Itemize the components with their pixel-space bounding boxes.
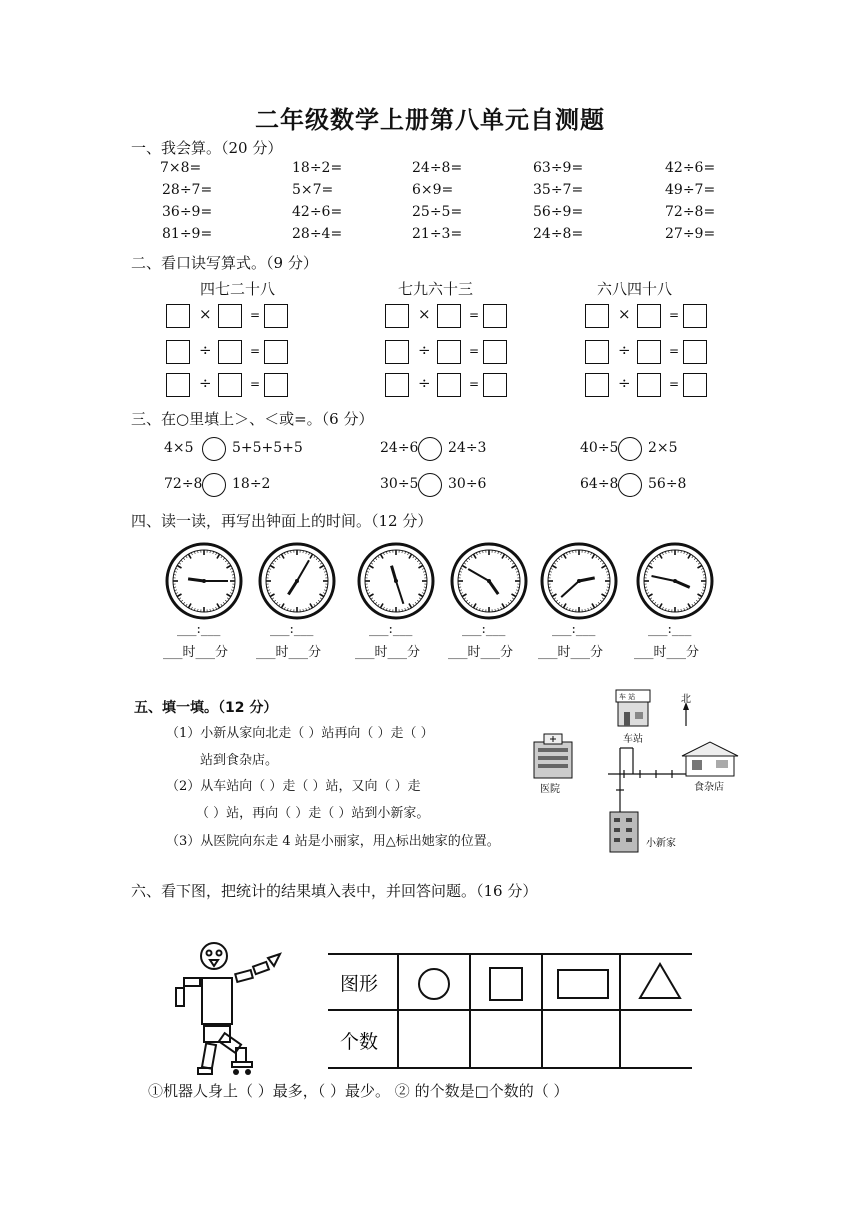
time-answer-blank: ___时___分: [355, 645, 421, 660]
time-answer-blank: ___时___分: [163, 645, 229, 660]
operator: ÷: [418, 374, 431, 392]
answer-box: [264, 340, 288, 364]
s5-line-5: （3）从医院向东走 4 站是小丽家，用△标出她家的位置。: [166, 834, 500, 849]
compare-left: 4×5: [164, 440, 194, 456]
answer-box: [218, 340, 242, 364]
minute-label: 分: [215, 645, 229, 660]
clock-face: [357, 542, 435, 620]
compare-right: 5+5+5+5: [232, 440, 303, 456]
compare-right: 56÷8: [648, 476, 687, 492]
time-answer-blank: ___时___分: [256, 645, 322, 660]
digital-time-blank: ___:___: [369, 622, 413, 637]
calc-item: 72÷8=: [665, 204, 716, 220]
answer-box: [218, 373, 242, 397]
section-2-heading: 二、看口诀写算式。（9 分）: [131, 254, 318, 272]
answer-box: [218, 304, 242, 328]
operator: ÷: [618, 374, 631, 392]
answer-box: [483, 304, 507, 328]
answer-box: [683, 373, 707, 397]
equals-sign: =: [669, 344, 680, 358]
calc-item: 63÷9=: [533, 160, 584, 176]
hour-label: 时: [557, 645, 571, 660]
hospital-building: [534, 734, 572, 778]
answer-box: [166, 340, 190, 364]
calc-item: 6×9=: [412, 182, 454, 198]
time-answer-blank: ___时___分: [448, 645, 514, 660]
answer-box: [585, 373, 609, 397]
s5-line-3: （2）从车站向（ ）走（ ）站，又向（ ）走: [166, 779, 421, 794]
answer-box: [437, 340, 461, 364]
calc-item: 5×7=: [292, 182, 334, 198]
clock-face: [165, 542, 243, 620]
answer-box: [264, 304, 288, 328]
digital-time-blank: ___:___: [177, 622, 221, 637]
compare-left: 72÷8: [164, 476, 203, 492]
page-title: 二年级数学上册第八单元自测题: [255, 105, 605, 134]
calc-item: 36÷9=: [162, 204, 213, 220]
operator: ×: [418, 305, 431, 323]
triangle-shape: [640, 964, 680, 998]
robot-figure: [168, 938, 288, 1078]
clock-face: [636, 542, 714, 620]
hour-label: 时: [182, 645, 196, 660]
calc-item: 28÷4=: [292, 226, 343, 242]
calc-item: 21÷3=: [412, 226, 463, 242]
answer-box: [683, 340, 707, 364]
answer-box: [585, 340, 609, 364]
equals-sign: =: [669, 308, 680, 322]
equals-sign: =: [250, 377, 261, 391]
compare-left: 40÷5: [580, 440, 619, 456]
compare-right: 24÷3: [448, 440, 487, 456]
compare-right: 18÷2: [232, 476, 271, 492]
calc-item: 24÷8=: [533, 226, 584, 242]
section-3-heading: 三、在○里填上＞、＜或=。（6 分）: [131, 410, 374, 428]
compare-left: 24÷6: [380, 440, 419, 456]
operator: ×: [199, 305, 212, 323]
answer-box: [585, 304, 609, 328]
compare-circle: [202, 437, 226, 461]
calc-item: 56÷9=: [533, 204, 584, 220]
compare-right: 30÷6: [448, 476, 487, 492]
route-map: [520, 686, 750, 862]
calc-item: 42÷6=: [292, 204, 343, 220]
calc-item: 49÷7=: [665, 182, 716, 198]
calc-item: 27÷9=: [665, 226, 716, 242]
calc-item: 18÷2=: [292, 160, 343, 176]
store-label: 食杂店: [694, 782, 724, 793]
answer-box: [483, 373, 507, 397]
row-label-shape: 图形: [340, 973, 379, 995]
answer-box: [683, 304, 707, 328]
station-label: 车站: [623, 734, 643, 745]
section-1-heading: 一、我会算。（20 分）: [131, 139, 283, 157]
stats-table: [322, 950, 694, 1074]
answer-box: [637, 373, 661, 397]
answer-box: [166, 304, 190, 328]
calc-item: 7×8=: [160, 160, 202, 176]
answer-box: [437, 304, 461, 328]
answer-box: [385, 340, 409, 364]
answer-box: [385, 373, 409, 397]
formula-group-label: 四七二十八: [200, 280, 276, 298]
answer-box: [437, 373, 461, 397]
digital-time-blank: ___:___: [270, 622, 314, 637]
clock-face: [540, 542, 618, 620]
digital-time-blank: ___:___: [552, 622, 596, 637]
equals-sign: =: [469, 308, 480, 322]
section-6-heading: 六、看下图，把统计的结果填入表中，并回答问题。（16 分）: [131, 882, 538, 900]
home-building: [610, 812, 638, 852]
compare-left: 30÷5: [380, 476, 419, 492]
section-6-question: ①机器人身上（ ）最多，（ ）最少。 ② 的个数是□个数的（ ）: [148, 1082, 569, 1100]
operator: ÷: [199, 374, 212, 392]
calc-item: 81÷9=: [162, 226, 213, 242]
compare-circle: [418, 473, 442, 497]
rectangle-shape: [558, 970, 608, 998]
operator: ÷: [418, 341, 431, 359]
compare-right: 2×5: [648, 440, 678, 456]
answer-box: [637, 340, 661, 364]
answer-box: [483, 340, 507, 364]
clock-face: [258, 542, 336, 620]
digital-time-blank: ___:___: [462, 622, 506, 637]
row-label-count: 个数: [340, 1031, 379, 1053]
store-building: [682, 742, 738, 776]
minute-label: 分: [500, 645, 514, 660]
hospital-label: 医院: [540, 784, 560, 795]
equals-sign: =: [250, 308, 261, 322]
equals-sign: =: [250, 344, 261, 358]
answer-box: [264, 373, 288, 397]
compare-left: 64÷8: [580, 476, 619, 492]
calc-item: 42÷6=: [665, 160, 716, 176]
compare-circle: [418, 437, 442, 461]
hour-label: 时: [275, 645, 289, 660]
compare-circle: [618, 473, 642, 497]
circle-shape: [419, 969, 449, 999]
operator: ×: [618, 305, 631, 323]
operator: ÷: [199, 341, 212, 359]
clock-face: [450, 542, 528, 620]
minute-label: 分: [590, 645, 604, 660]
answer-box: [637, 304, 661, 328]
calc-item: 24÷8=: [412, 160, 463, 176]
answer-box: [166, 373, 190, 397]
time-answer-blank: ___时___分: [538, 645, 604, 660]
equals-sign: =: [469, 344, 480, 358]
time-answer-blank: ___时___分: [634, 645, 700, 660]
digital-time-blank: ___:___: [648, 622, 692, 637]
compare-circle: [202, 473, 226, 497]
section-5-heading: 五、填一填。（12 分）: [134, 700, 278, 716]
s5-line-1: （1）小新从家向北走（ ）站再向（ ）走（ ）: [166, 726, 434, 741]
equals-sign: =: [469, 377, 480, 391]
north-label: 北: [681, 694, 691, 705]
compare-circle: [618, 437, 642, 461]
s5-line-4: （ ）站，再向（ ）走（ ）站到小新家。: [196, 806, 430, 821]
answer-box: [385, 304, 409, 328]
formula-group-label: 七九六十三: [398, 280, 474, 298]
calc-item: 25÷5=: [412, 204, 463, 220]
calc-item: 28÷7=: [162, 182, 213, 198]
home-label: 小新家: [646, 838, 676, 849]
square-shape: [490, 968, 522, 1000]
operator: ÷: [618, 341, 631, 359]
section-4-heading: 四、读一读，再写出钟面上的时间。（12 分）: [131, 512, 433, 530]
s5-line-2: 站到食杂店。: [200, 753, 279, 768]
hour-label: 时: [653, 645, 667, 660]
minute-label: 分: [407, 645, 421, 660]
north-arrow: [683, 702, 689, 726]
formula-group-label: 六八四十八: [597, 280, 673, 298]
equals-sign: =: [669, 377, 680, 391]
minute-label: 分: [308, 645, 322, 660]
hour-label: 时: [374, 645, 388, 660]
calc-item: 35÷7=: [533, 182, 584, 198]
minute-label: 分: [686, 645, 700, 660]
hour-label: 时: [467, 645, 481, 660]
station-sign: 车 站: [619, 693, 636, 701]
